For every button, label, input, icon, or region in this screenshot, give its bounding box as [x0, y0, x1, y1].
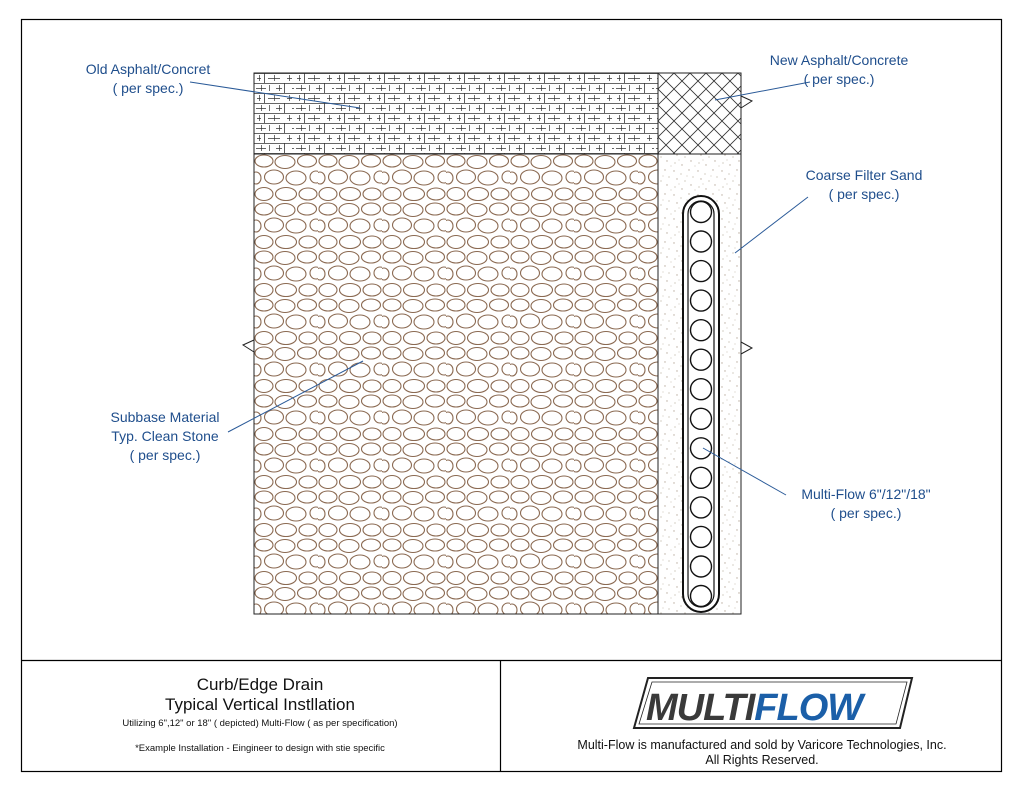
- pipe-cell: [691, 349, 712, 370]
- drawing-subtitle: Utilizing 6",12" or 18" ( depicted) Multi-Flow ( as per specification): [122, 718, 398, 729]
- pipe-cell: [691, 408, 712, 429]
- pipe-cell: [691, 202, 712, 223]
- installation-note: *Example Installation - Eingineer to design with stie specific: [135, 743, 385, 754]
- callout-filter-sand-line2: ( per spec.): [828, 186, 900, 202]
- drawing-title-line1: Curb/Edge Drain: [196, 675, 324, 694]
- callout-subbase-line3: ( per spec.): [129, 447, 201, 463]
- callout-subbase-line2: Typ. Clean Stone: [111, 428, 219, 444]
- callout-old-asphalt-line2: ( per spec.): [112, 80, 184, 96]
- pipe-cell: [691, 290, 712, 311]
- callout-multiflow-line1: Multi-Flow 6"/12"/18": [801, 486, 931, 502]
- pipe-cell: [691, 231, 712, 252]
- credit-line2: All Rights Reserved.: [705, 753, 819, 767]
- credit-line1: Multi-Flow is manufactured and sold by Varicore Technologies, Inc.: [577, 738, 947, 752]
- new-asphalt-layer: [658, 73, 741, 154]
- pipe-cell: [691, 586, 712, 607]
- callout-filter-sand-line1: Coarse Filter Sand: [805, 167, 923, 183]
- pipe-cell: [691, 467, 712, 488]
- logo-text-flow: FLOW: [754, 687, 863, 729]
- pipe-cell: [691, 379, 712, 400]
- callout-old-asphalt-line1: Old Asphalt/Concret: [85, 61, 211, 77]
- pipe-cell: [691, 497, 712, 518]
- pipe-cell: [691, 261, 712, 282]
- callout-new-asphalt-line1: New Asphalt/Concrete: [769, 52, 909, 68]
- pipe-cell: [691, 320, 712, 341]
- subbase-stone-layer: [254, 154, 658, 614]
- callout-subbase-line1: Subbase Material: [110, 409, 220, 425]
- pipe-cell: [691, 556, 712, 577]
- cross-section: [243, 73, 752, 614]
- old-asphalt-layer: [254, 73, 658, 154]
- drawing-title-line2: Typical Vertical Instllation: [165, 695, 355, 714]
- callout-new-asphalt-line2: ( per spec.): [803, 71, 875, 87]
- multiflow-pipe: [683, 196, 719, 612]
- logo-text-multi: MULTI: [646, 687, 755, 729]
- pipe-cell: [691, 438, 712, 459]
- callout-multiflow-line2: ( per spec.): [830, 505, 902, 521]
- logo-text: [646, 687, 866, 729]
- multiflow-logo: [634, 678, 912, 729]
- pipe-cell: [691, 526, 712, 547]
